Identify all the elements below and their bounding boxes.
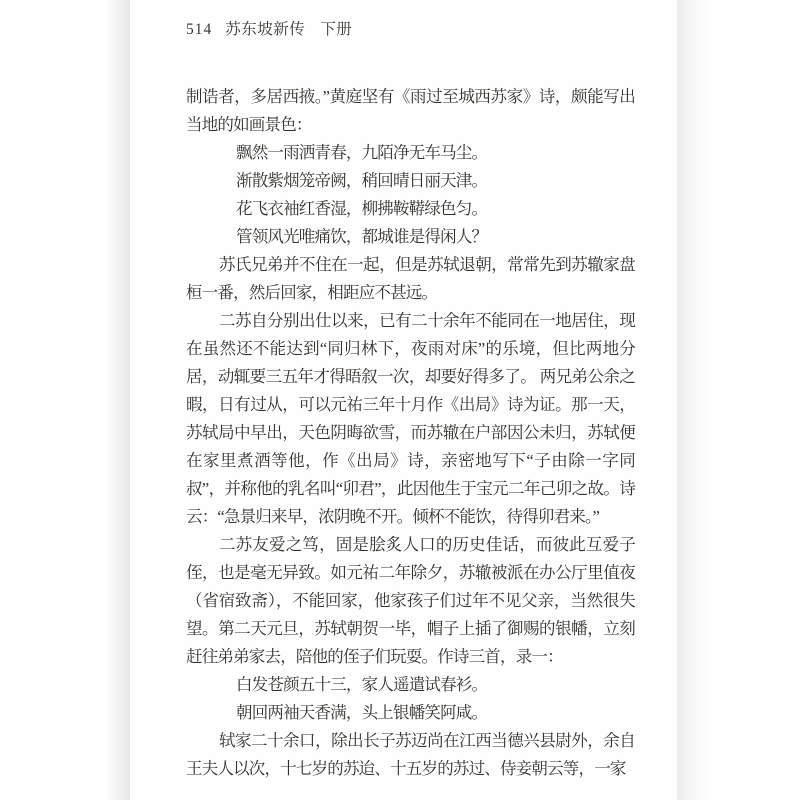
poem-line: 飘然一雨洒青春，九陌净无车马尘。	[236, 143, 488, 162]
poem-block	[186, 671, 635, 727]
paragraph: 二苏友爱之笃，固是脍炙人口的历史佳话，而彼此互爱子侄，也是毫无异致。如元祐二年除夕，苏辙被派在办公厅里值夜（省宿致斋），不能回家，他家孩子们过年不见父亲，当然很失望。第二天元旦，苏轼朝贺一毕，帽子上插了御赐的银幡，立刻赶往弟弟家去，陪他的侄子们玩耍。作诗三首，录一：	[186, 535, 635, 666]
paragraph: 轼家二十余口，除出长子苏迈尚在江西当德兴县尉外，余自王夫人以次，十七岁的苏迨、十五岁的苏过、侍妾朝云等，一家	[186, 731, 635, 778]
poem-line: 渐散紫烟笼帝阙，稍回晴日丽天津。	[236, 171, 488, 190]
page-left-edge-shadow	[104, 0, 130, 800]
paragraph: 制诰者，多居西掖。”黄庭坚有《雨过至城西苏家》诗，颇能写出当地的如画景色：	[186, 87, 635, 134]
paragraph: 苏氏兄弟并不住在一起，但是苏轼退朝，常常先到苏辙家盘桓一番，然后回家，相距应不甚远。	[186, 255, 635, 302]
poem-line: 朝回两袖天香满，头上银幡笑阿咸。	[236, 703, 488, 722]
page-header	[186, 21, 352, 39]
page-right-edge-shadow	[677, 0, 715, 800]
poem-line: 白发苍颜五十三，家人遥遣试春衫。	[236, 675, 488, 694]
poem-line: 花飞衣袖红香湿，柳拂鞍鞯绿色匀。	[236, 199, 488, 218]
page-body	[186, 83, 635, 783]
volume-label: 下册	[320, 21, 353, 38]
book-title: 苏东坡新传	[225, 21, 306, 38]
paragraph: 二苏自分别出仕以来，已有二十余年不能同在一地居住，现在虽然还不能达到“同归林下，夜雨对床”的乐境，但比两地分居，动辄要三五年才得晤叙一次，却要好得多了。 两兄弟公余之暇，日有过从，可以元祐三年十月作《出局》诗为证。那一天，苏轼局中早出，天色阴晦欲雪，而苏辙在户部因公未归，苏轼便在家里煮酒等他，作《出局》诗，亲密地写下“子由除一字同叔”，并称他的乳名叫“卯君”，此因他生于宝元二年己卯之故。诗云：“急景归来早，浓阴晚不开。倾杯不能饮，待得卯君来。”	[186, 311, 635, 526]
poem-block	[186, 139, 635, 251]
poem-line: 管领风光唯痛饮，都城谁是得闲人？	[236, 227, 488, 246]
book-page	[130, 0, 677, 800]
page-number: 514	[186, 21, 213, 38]
